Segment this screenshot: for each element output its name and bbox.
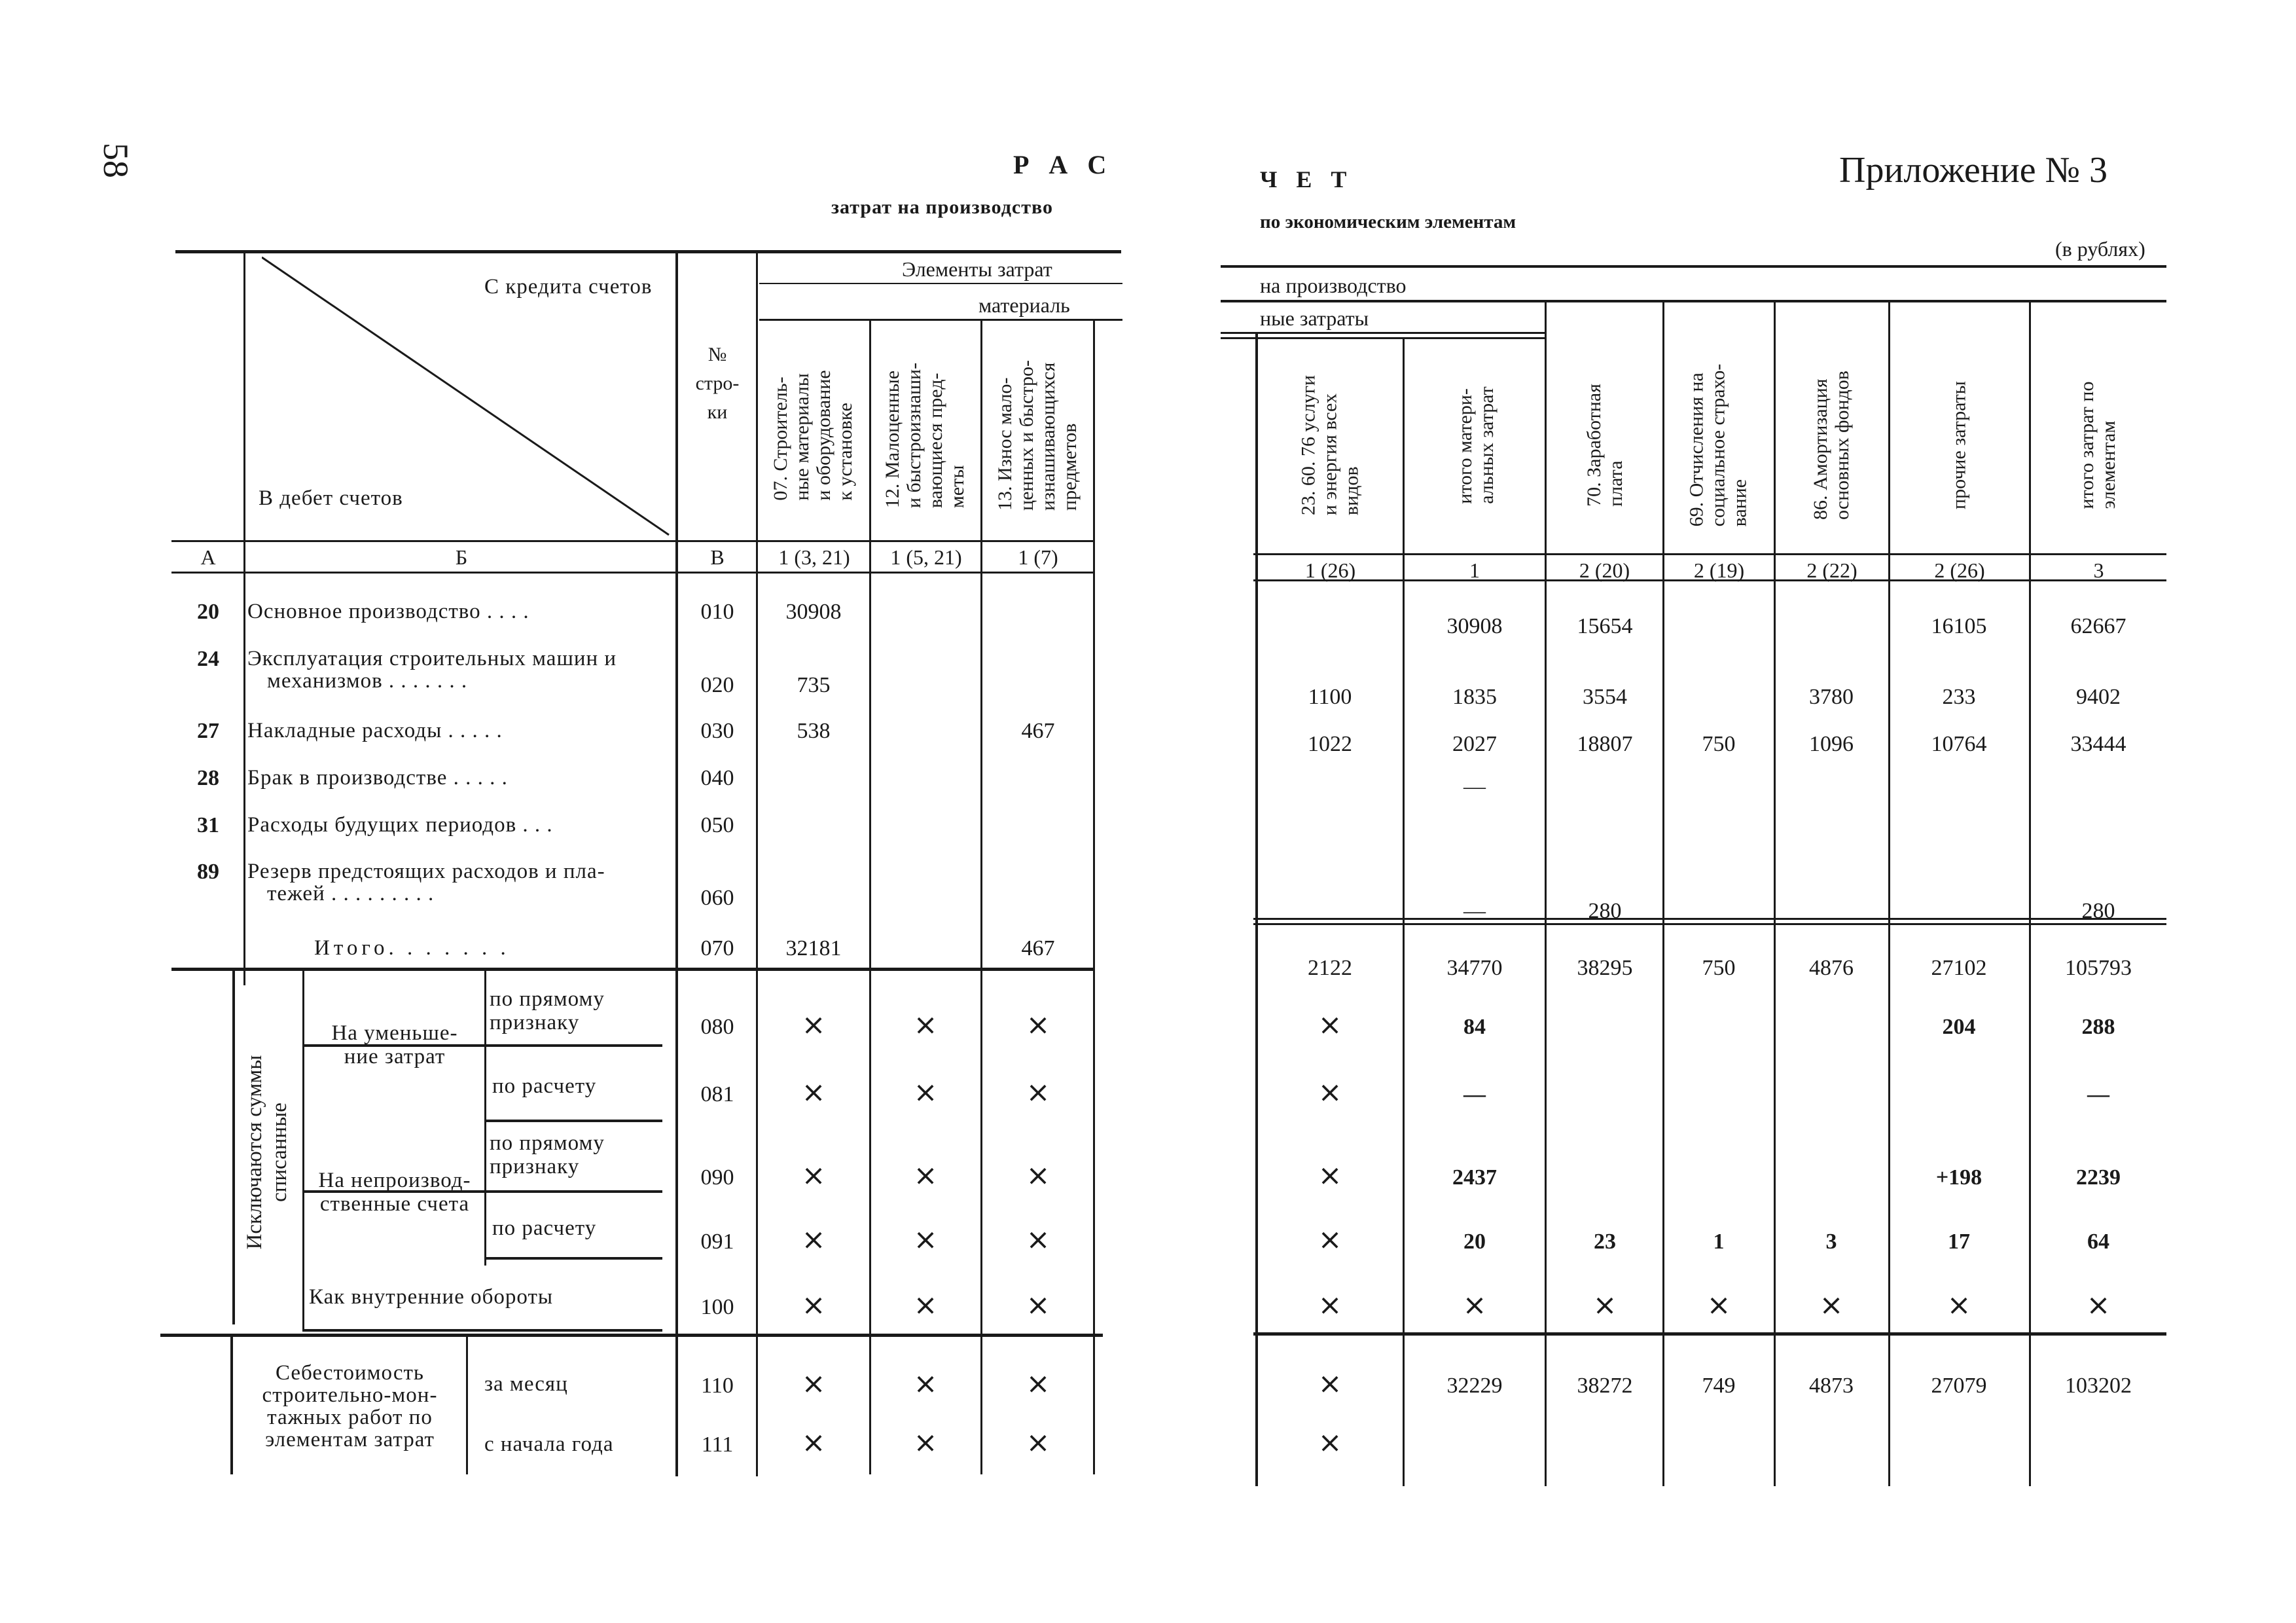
cell-value: 1022 [1308,732,1352,756]
subtitle-right: по экономическим элементам [1260,211,1516,232]
cross-mark: × [1026,1426,1050,1459]
col-code-13: 1 (7) [1018,545,1058,569]
row-number: 090 [700,1165,734,1190]
col-header-line: 12. Малоценные [882,370,903,509]
internal-label: Как внутренние обороты [309,1285,554,1309]
cell-value: 2437 [1452,1165,1497,1190]
excluded-line: Исключаются суммы [243,1055,266,1250]
cell-value: 84 [1463,1015,1486,1039]
cell-value: — [2087,1082,2109,1106]
row-number: 070 [700,936,734,960]
row-name: Резерв предстоящих расходов и пла- [247,860,605,883]
subtitle-left: затрат на производство [831,196,1053,218]
col-code-23: 1 (26) [1304,558,1356,582]
cell-value: 27079 [1931,1374,1987,1398]
col-header-86 [1810,371,1853,520]
row-name: тежей . . . . . . . . . [267,882,435,905]
cell-value: 20 [1463,1230,1486,1254]
direct-label-090 [490,1131,605,1178]
cell-value: 467 [1021,719,1055,743]
row-name: Эксплуатация строительных машин и [247,647,617,670]
cell-value: — [1463,775,1486,799]
col-header-total-material [1454,386,1498,503]
cross-mark: × [1318,1076,1342,1109]
cost-line: тажных работ по [267,1406,433,1429]
nonprod-line: ственные счета [319,1192,470,1216]
row-no-line: № [708,344,727,365]
col-header-line: ценных и быстро- [1016,360,1037,511]
cross-mark: × [1462,1288,1487,1322]
row-number: 020 [700,673,734,697]
row-account-number: 27 [197,719,219,743]
row-account-number: 20 [197,600,219,624]
month-label: за месяц [484,1372,568,1396]
cell-value: 10764 [1931,732,1987,756]
year-label: с начала года [484,1432,614,1456]
col-header-13 [994,360,1081,511]
row-number: 081 [700,1082,734,1106]
col-header-line: элементам [2098,420,2119,509]
row-account-number: 28 [197,766,219,790]
col-header-line: и оборудование [813,370,834,501]
cell-value: 4876 [1809,956,1854,980]
cross-mark: × [2086,1288,2111,1322]
col-a-label: А [200,545,216,569]
header-row-number [681,340,754,427]
col-code-69: 2 (19) [1693,558,1745,582]
col-code-07: 1 (3, 21) [778,545,850,569]
cell-value: 105793 [2065,956,2132,980]
cross-mark: × [801,1367,826,1400]
cell-value: 30908 [1446,614,1503,638]
page-number: 58 [96,143,135,178]
cross-mark: × [801,1288,826,1322]
col-header-line: к установке [834,403,856,501]
col-header-line: и быстроизнаши- [903,362,925,509]
row-number: 110 [701,1374,734,1398]
cell-value: 750 [1702,956,1736,980]
cell-value: 38272 [1577,1374,1633,1398]
cross-mark: × [913,1008,938,1042]
cell-value: 16105 [1931,614,1987,638]
header-debit: В дебет счетов [259,486,403,510]
cell-value: 3554 [1583,685,1627,709]
col-code-other: 2 (26) [1934,558,1985,582]
cross-mark: × [1592,1288,1617,1322]
cross-mark: × [913,1426,938,1459]
col-header-line: 70. Заработная [1583,384,1605,507]
excluded-group-label [242,1055,292,1250]
col-header-total-elements [2076,382,2119,509]
direct-line: признаку [490,1155,580,1178]
cross-mark: × [1706,1288,1731,1322]
calc-label-091: по расчету [492,1216,597,1240]
calc-label-081: по расчету [492,1074,597,1098]
cross-mark: × [1318,1223,1342,1256]
header-elements: Элементы затрат [902,257,1052,281]
col-header-line: вающиеся пред- [925,373,946,509]
row-name: Основное производство . . . . [247,600,529,623]
col-header-23 [1298,375,1363,515]
direct-label-080 [490,987,605,1034]
reduce-line: ние затрат [344,1045,446,1068]
col-header-line: меты [946,465,968,509]
col-header-line: альных затрат [1476,386,1498,504]
col-header-line: итого затрат по [2076,381,2098,509]
nonprod-line: На непроизвод- [318,1169,471,1192]
cell-value: 34770 [1446,956,1503,980]
col-header-line: плата [1605,460,1626,507]
direct-line: по прямому [490,1131,605,1155]
row-number: 091 [700,1230,734,1254]
cell-value: 38295 [1577,956,1633,980]
row-number: 100 [700,1295,734,1319]
cell-value: 62667 [2070,614,2126,638]
cross-mark: × [801,1076,826,1109]
row-number: 050 [700,813,734,837]
cross-mark: × [1318,1159,1342,1192]
cell-value: 64 [2087,1230,2109,1254]
cross-mark: × [913,1288,938,1322]
row-number: 060 [700,886,734,910]
cell-value: 467 [1021,936,1055,960]
col-header-line: 13. Износ мало- [994,377,1016,511]
col-code-70: 2 (20) [1579,558,1630,582]
title-left: Р А С [1013,150,1113,179]
cell-value: 1096 [1809,732,1854,756]
units-label: (в рублях) [2055,237,2145,261]
cell-value: 288 [2081,1015,2115,1039]
cost-line: элементам затрат [265,1428,435,1451]
cell-value: 3780 [1809,685,1854,709]
cross-mark: × [1318,1426,1342,1459]
cell-value: 27102 [1931,956,1987,980]
cell-value: 33444 [2070,732,2126,756]
cross-mark: × [913,1223,938,1256]
cell-value: 32181 [785,936,842,960]
row-account-number: 31 [197,813,219,837]
cross-mark: × [913,1367,938,1400]
cross-mark: × [1819,1288,1844,1322]
col-header-line: 07. Строитель- [770,376,791,501]
cell-value: 30908 [785,600,842,624]
cell-value: 3 [1825,1230,1837,1254]
col-code-86: 2 (22) [1806,558,1857,582]
row-name: механизмов . . . . . . . [267,669,468,693]
row-number: 111 [701,1432,734,1457]
col-header-line: предметов [1059,423,1081,511]
header-credit: С кредита счетов [484,275,653,299]
col-code-12: 1 (5, 21) [890,545,962,569]
cell-value: 233 [1942,685,1976,709]
cell-value: 280 [1588,899,1622,923]
cell-value: 1835 [1452,685,1497,709]
cross-mark: × [1026,1367,1050,1400]
cell-value: 750 [1702,732,1736,756]
col-header-07 [770,370,856,500]
cost-label [237,1362,463,1451]
cell-value: 735 [797,673,831,697]
col-header-line: прочие затраты [1948,381,1970,509]
col-header-line: 23. 60. 76 услуги [1297,374,1319,516]
cross-mark: × [1946,1288,1971,1322]
header-production: на производство [1260,274,1407,297]
row-number: 010 [700,600,734,624]
col-header-line: вание [1729,479,1751,527]
cell-value: +198 [1935,1165,1982,1190]
cell-value: 280 [2081,899,2115,923]
cross-mark: × [913,1159,938,1192]
cell-value: — [1463,899,1486,923]
col-header-other [1948,381,1970,509]
cross-mark: × [1026,1076,1050,1109]
header-material: материаль [978,293,1070,317]
cross-mark: × [1026,1159,1050,1192]
row-number: 040 [700,766,734,790]
cell-value: 9402 [2076,685,2121,709]
col-code-total-material: 1 [1469,558,1480,582]
cross-mark: × [801,1159,826,1192]
col-b-label: Б [455,545,468,569]
col-header-line: 69. Отчисления на [1685,373,1708,527]
cross-mark: × [1026,1008,1050,1042]
excluded-line: списанные [268,1103,291,1202]
col-header-12 [882,363,968,508]
cost-line: строительно-мон- [262,1383,438,1407]
reduce-line: На уменьше- [331,1021,458,1045]
cell-value: 18807 [1577,732,1633,756]
cell-value: 2239 [2076,1165,2121,1190]
cell-value: 15654 [1577,614,1633,638]
cell-value: 1 [1713,1230,1725,1254]
row-account-number: 24 [197,647,219,671]
row-name: Брак в производстве . . . . . [247,766,508,790]
row-no-line: стро- [695,373,740,394]
col-header-line: итого матери- [1454,388,1476,504]
cell-value: 32229 [1446,1374,1503,1398]
cell-value: 538 [797,719,831,743]
col-code-total-elements: 3 [2093,558,2104,582]
cross-mark: × [1318,1008,1342,1042]
cell-value: 103202 [2065,1374,2132,1398]
cell-value: 204 [1942,1015,1976,1039]
cell-value: 4873 [1809,1374,1854,1398]
cross-mark: × [1318,1288,1342,1322]
cell-value: 1100 [1308,685,1352,709]
nonprod-label [306,1169,483,1216]
row-no-line: ки [707,401,728,423]
row-name: Итого. . . . . . . [314,936,510,960]
cell-value: 23 [1594,1230,1616,1254]
appendix-label: Приложение № 3 [1839,150,2108,191]
col-header-line: видов [1340,466,1363,516]
col-header-69 [1686,364,1751,527]
cross-mark: × [801,1223,826,1256]
cross-mark: × [1318,1367,1342,1400]
cell-value: — [1463,1082,1486,1106]
cross-mark: × [1026,1223,1050,1256]
col-header-line: и энергия всех [1319,393,1341,516]
direct-line: по прямому [490,987,605,1011]
col-header-line: основных фондов [1831,371,1853,520]
title-right: Ч Е Т [1260,166,1354,192]
cross-mark: × [913,1076,938,1109]
cell-value: 17 [1948,1230,1970,1254]
direct-line: признаку [490,1011,580,1034]
row-number: 080 [700,1015,734,1039]
header-costs: ные затраты [1260,306,1369,330]
col-header-70 [1583,384,1626,507]
col-header-line: изнашивающихся [1037,362,1059,511]
cross-mark: × [1026,1288,1050,1322]
cell-value: 749 [1702,1374,1736,1398]
col-header-line: 86. Амортизация [1810,378,1831,520]
col-header-line: социальное страхо- [1707,363,1729,527]
reduce-label [306,1021,483,1068]
row-account-number: 89 [197,860,219,884]
cross-mark: × [801,1008,826,1042]
col-header-line: ные материалы [791,373,813,501]
row-name: Расходы будущих периодов . . . [247,813,553,837]
cost-line: Себестоимость [275,1361,424,1385]
row-name: Накладные расходы . . . . . [247,719,503,742]
col-v-label: В [710,545,725,569]
cell-value: 2122 [1308,956,1352,980]
cell-value: 2027 [1452,732,1497,756]
cross-mark: × [801,1426,826,1459]
row-number: 030 [700,719,734,743]
